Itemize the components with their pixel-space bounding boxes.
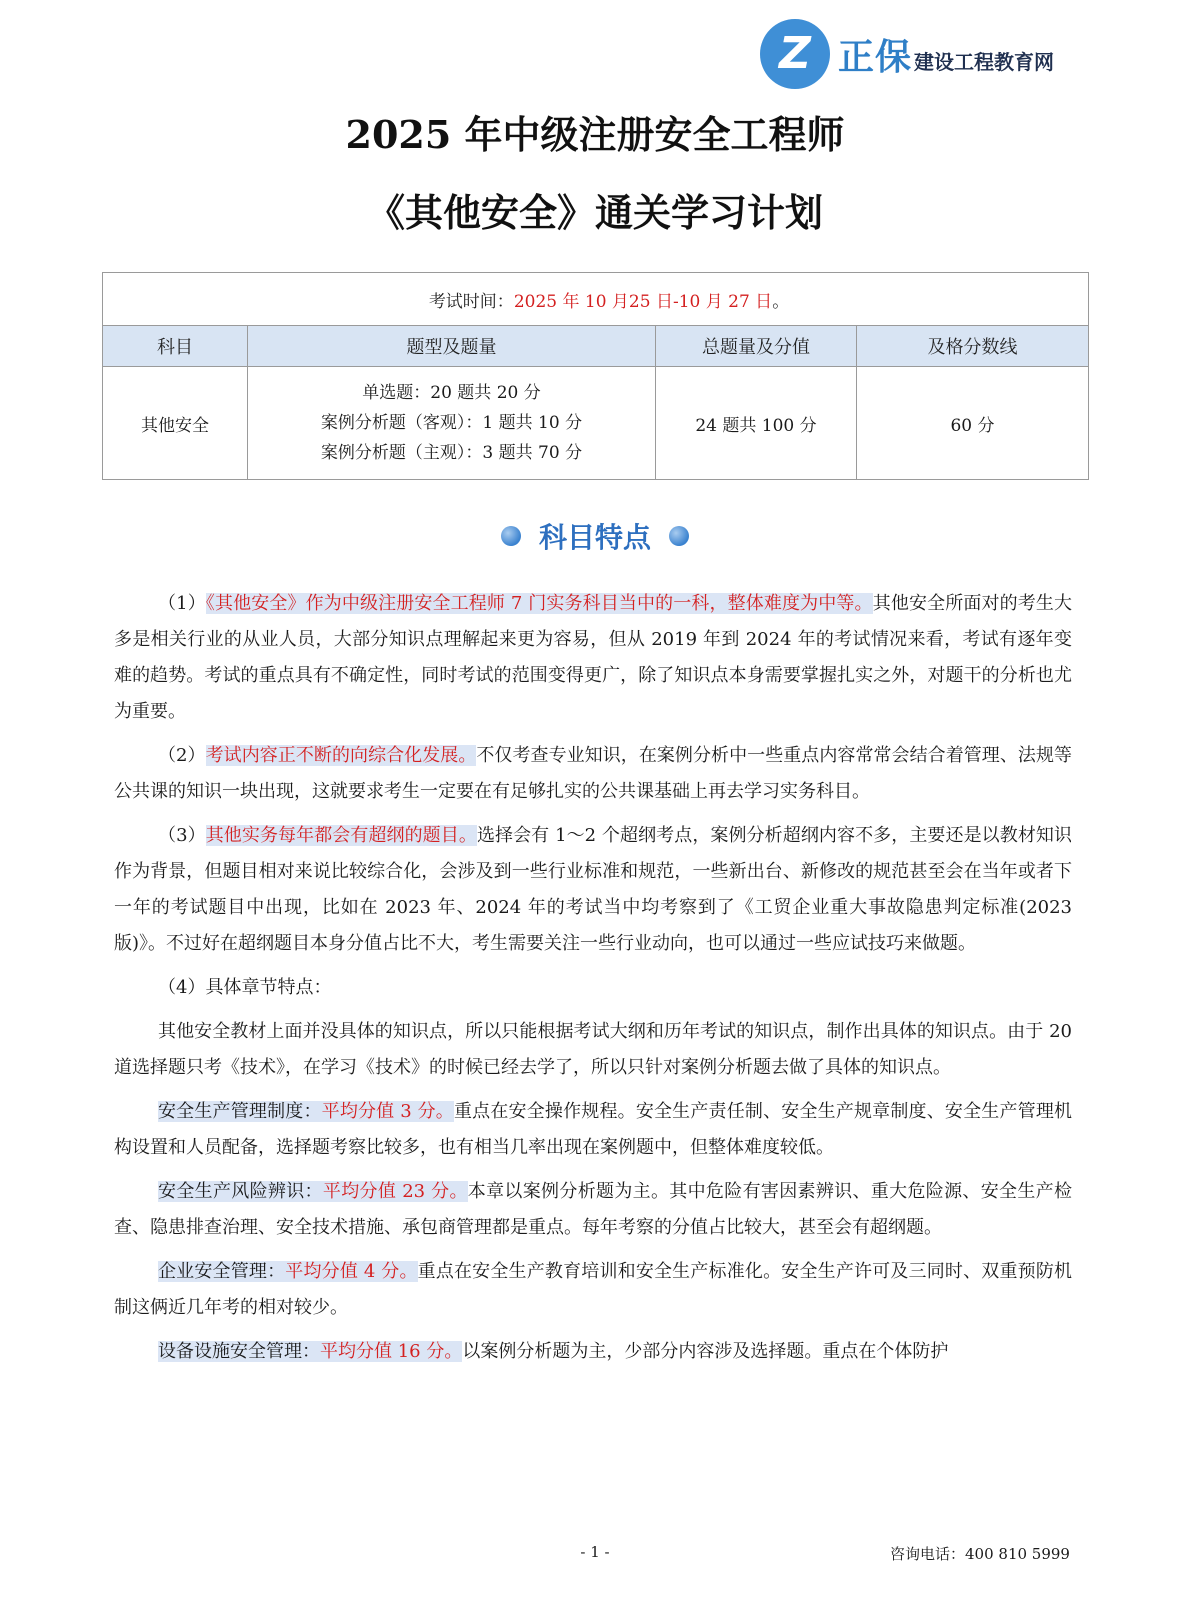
question-type-line: 案例分析题（客观）：1 题共 10 分 <box>320 413 583 433</box>
exam-time-label: 考试时间： <box>428 291 514 312</box>
exam-time-end: 。 <box>772 291 790 312</box>
table-header-row <box>103 326 1089 367</box>
paragraph-number: （3） <box>158 825 206 846</box>
paragraph-number: （2） <box>158 745 206 766</box>
question-type-line: 单选题：20 题共 20 分 <box>362 383 541 403</box>
chapter-text: 以案例分析题为主，少部分内容涉及选择题。重点在个体防护 <box>462 1341 949 1362</box>
logo <box>760 18 1054 90</box>
chapter-item <box>114 1174 1072 1246</box>
chapter-label: 企业安全管理： <box>158 1261 286 1282</box>
chapter-label: 安全生产风险辨识： <box>158 1181 323 1202</box>
chapter-score: 平均分值 23 分。 <box>322 1181 468 1202</box>
question-type-line: 案例分析题（主观）：3 题共 70 分 <box>320 443 583 463</box>
logo-subtitle: 建设工程教育网 <box>914 49 1055 74</box>
header-pass-line: 及格分数线 <box>857 326 1089 367</box>
paragraph-5: 其他安全教材上面并没具体的知识点，所以只能根据考试大纲和历年考试的知识点，制作出具体的知识点。由于 20 道选择题只考《技术》，在学习《技术》的时候已经去学了，所以只针对案例分析题去做了具体的知识点。 <box>114 1021 1072 1078</box>
chapter-item <box>114 1254 1072 1326</box>
chapter-score: 平均分值 16 分。 <box>320 1341 463 1362</box>
chapter-label: 安全生产管理制度： <box>158 1101 322 1122</box>
paragraph-3 <box>114 818 1072 962</box>
logo-brand: 正保 <box>838 36 913 78</box>
bullet-dot-icon <box>501 526 521 546</box>
cell-question-types <box>248 367 656 480</box>
section-heading <box>0 516 1190 556</box>
exam-time-row <box>103 273 1089 326</box>
chapter-text: 重点在安全操作规程。安全生产责任制、安全生产规章制度、安全生产管理机构设置和人员配备，选择题考察比较多，也有相当几率出现在案例题中，但整体难度较低。 <box>114 1101 1072 1158</box>
chapter-item <box>114 1094 1072 1166</box>
page-title: 2025 年中级注册安全工程师 <box>345 112 845 157</box>
contact-phone: 咨询电话：400 810 5999 <box>890 1545 1070 1563</box>
header-question-types: 题型及题量 <box>248 326 656 367</box>
paragraph-4: （4）具体章节特点： <box>158 977 332 998</box>
cell-total: 24 题共 100 分 <box>656 367 857 480</box>
exam-time-value: 2025 年 10 月25 日-10 月 27 日 <box>513 291 773 312</box>
paragraph-text: 其他安全所面对的考生大多是相关行业的从业人员，大部分知识点理解起来更为容易，但从 2019 年到 2024 年的考试情况来看，考试有逐年变难的趋势。考试的重点具有不确定性，同时考试的范围变得更广，除了知识点本身需要掌握扎实之外，对题干的分析也尤为重要。 <box>114 593 1072 722</box>
chapter-label: 设备设施安全管理： <box>158 1341 320 1362</box>
exam-info-table <box>102 272 1089 480</box>
page-number: - 1 - <box>580 1543 610 1561</box>
body-content <box>114 586 1072 1378</box>
paragraph-1 <box>114 586 1072 730</box>
logo-mark-icon: Z <box>760 19 830 89</box>
chapter-score: 平均分值 4 分。 <box>285 1261 418 1282</box>
header-subject: 科目 <box>103 326 248 367</box>
page-subtitle: 《其他安全》通关学习计划 <box>366 191 823 235</box>
chapter-text: 重点在安全生产教育培训和安全生产标准化。安全生产许可及三同时、双重预防机制这俩近几年考的相对较少。 <box>114 1261 1073 1318</box>
paragraph-number: （1） <box>158 593 206 614</box>
table-row <box>103 367 1089 480</box>
highlight-text: 《其他安全》作为中级注册安全工程师 7 门实务科目当中的一科，整体难度为中等。 <box>205 593 873 614</box>
highlight-text: 其他实务每年都会有超纲的题目。 <box>205 825 477 846</box>
chapter-text: 本章以案例分析题为主。其中危险有害因素辨识、重大危险源、安全生产检查、隐患排查治理、安全技术措施、承包商管理都是重点。每年考察的分值占比较大，甚至会有超纲题。 <box>114 1181 1072 1238</box>
header-total: 总题量及分值 <box>656 326 857 367</box>
section-title: 科目特点 <box>538 521 651 554</box>
cell-pass-line: 60 分 <box>857 367 1089 480</box>
paragraph-2 <box>114 738 1072 810</box>
chapter-item <box>114 1334 1072 1370</box>
chapter-score: 平均分值 3 分。 <box>321 1101 454 1122</box>
cell-subject: 其他安全 <box>103 367 248 480</box>
paragraph-text: 选择会有 1～2 个超纲考点，案例分析超纲内容不多，主要还是以教材知识作为背景，但题目相对来说比较综合化，会涉及到一些行业标准和规范，一些新出台、新修改的规范甚至会在当年或者下一年的考试题目中出现，比如在 2023 年、2024 年的考试当中均考察到了《工贸企业重大事故隐患判定标准(2023版)》。不过好在超纲题目本身分值占比不大，考生需要关注一些行业动向，也可以通过一些应试技巧来做题。 <box>114 825 1072 954</box>
exam-time-cell <box>103 273 1089 326</box>
bullet-dot-icon <box>669 526 689 546</box>
paragraph-text: 不仅考查专业知识，在案例分析中一些重点内容常常会结合着管理、法规等公共课的知识一块出现，这就要求考生一定要在有足够扎实的公共课基础上再去学习实务科目。 <box>114 745 1073 802</box>
highlight-text: 考试内容正不断的向综合化发展。 <box>205 745 477 766</box>
